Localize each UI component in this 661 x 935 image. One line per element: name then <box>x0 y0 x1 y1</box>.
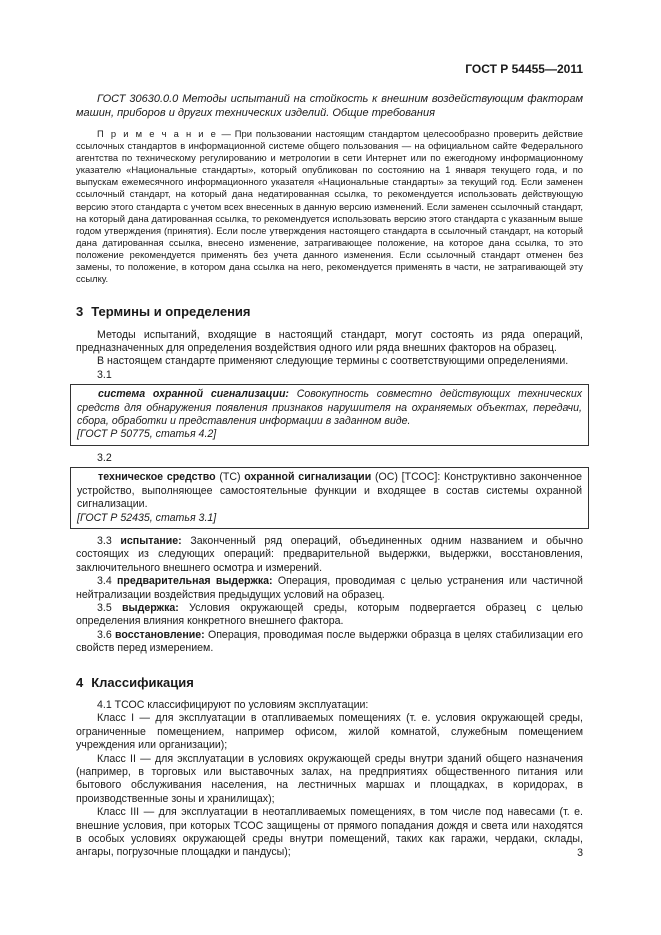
document-header: ГОСТ Р 54455—2011 <box>465 62 583 76</box>
def-3-3-body: Законченный ряд операций, объединенных одним названием и обычно состоящих из следующих операций: предварительной выдержки, выдержки, восстановления, заключительного внешнего осмотра и измерений. <box>76 534 584 574</box>
section-4-number: 4 <box>76 674 84 690</box>
def-3-6 <box>76 629 583 656</box>
def-3-6-body: Операция, проводимая после выдержки образца в целях стабилизации его свойств перед измерением. <box>76 628 583 655</box>
def-3-2-abbr2: (ОС) [ТСОС]: <box>371 471 441 484</box>
def-3-1-number: 3.1 <box>97 368 112 381</box>
note-text: — При пользовании настоящим стандартом целесообразно проверить действие ссылочных стандартов в информационной системе общего пользования — на официальном сайте Федерального агентства по техническому регулированию и метрологии в сети Интернет или по ежегодному информационному указателю «Национальные стандарты», который опубликован по состоянию на 1 января текущего года, и по выпускам ежемесячного информационного указателя «Национальные стандарты» за текущий год. Если заменен ссылочный стандарт, на который дана недатированная ссылка, то рекомендуется использовать действующую версию этого стандарта с учетом всех внесенных в данную версию изменений. Если заменен ссылочный стандарт, на который дана датированная ссылка, то рекомендуется использовать версию этого стандарта с указанным выше годом утверждения (принятия). Если после утверждения настоящего стандарта в ссылочный стандарт, на который дана датированная ссылка, внесено изменение, затрагивающее положение, на которое дана ссылка, то это положение рекомендуется применять без учета данного изменения. Если ссылочный стандарт отменен без замены, то положение, в котором дана ссылка на него, рекомендуется применять в части, не затрагивающей эту ссылку. <box>76 128 583 285</box>
def-3-4 <box>76 575 583 602</box>
def-3-3-number: 3.3 <box>97 534 112 547</box>
def-3-1-box <box>70 384 589 446</box>
clause-4-1: 4.1 ТСОС классифицируют по условиям эксплуатации: <box>97 698 369 711</box>
section-3-intro-2: В настоящем стандарте применяют следующие термины с соответствующими определениями. <box>97 355 569 368</box>
def-3-3 <box>76 535 583 575</box>
def-3-4-number: 3.4 <box>97 575 112 588</box>
def-3-5-number: 3.5 <box>97 601 112 614</box>
def-3-1-body: Совокупность совместно действующих технических средств для обнаружения появления признаков нарушителя на охраняемых объектах, передачи, сбора, обработки и представления информации в заданном виде. <box>77 388 583 428</box>
section-4-title: Классификация <box>91 674 194 690</box>
def-3-1-source: [ГОСТ Р 50775, статья 4.2] <box>77 428 217 441</box>
def-3-2-term2: охранной сигнализации <box>244 471 372 484</box>
section-4-heading <box>76 676 583 689</box>
def-3-6-number: 3.6 <box>97 628 112 641</box>
def-3-1-text <box>77 388 582 428</box>
section-3-title: Термины и определения <box>91 304 251 320</box>
def-3-2-abbr1: (ТС) <box>215 471 245 484</box>
def-3-5 <box>76 602 583 629</box>
def-3-5-body: Условия окружающей среды, которым подвергается образец с целью определения влияния конкретного внешнего фактора. <box>76 601 583 628</box>
note-paragraph <box>76 128 583 285</box>
page-content <box>76 92 583 860</box>
class-1: Класс I — для эксплуатации в отапливаемых помещениях (т. е. условия окружающей среды, ограниченные помещением, например офисом, жилой комнатой, служебным помещением учреждения или организации); <box>76 712 583 752</box>
def-3-6-term: восстановление: <box>115 628 205 641</box>
section-3-heading <box>76 305 583 318</box>
def-3-2-term: техническое средство <box>98 471 216 484</box>
note-label: П р и м е ч а н и е <box>97 128 218 139</box>
def-3-2-body: Конструктивно законченное устройство, выполняющее самостоятельные функции и входящее в состав системы охранной сигнализации. <box>77 471 582 511</box>
def-3-1-term: система охранной сигнализации: <box>98 388 289 401</box>
section-3-intro-1: Методы испытаний, входящие в настоящий стандарт, могут состоять из ряда операций, предназначенных для определения воздействия одного или ряда внешних факторов на образец. <box>76 328 583 355</box>
page-number: 3 <box>577 847 583 859</box>
def-3-2-box <box>70 467 589 529</box>
def-3-3-term: испытание: <box>120 534 182 547</box>
def-3-5-term: выдержка: <box>122 601 179 614</box>
class-2: Класс II — для эксплуатации в условиях окружающей среды внутри зданий общего назначения (например, в торговых или выставочных залах, на предприятиях общественного питания или бытового обслуживания населения, на лестничных маршах и площадках, в коридорах, в производственные зоны и хранилищах); <box>76 752 583 805</box>
class-3: Класс III — для эксплуатации в неотапливаемых помещениях, в том числе под навесами (т. е. внешние условия, при которых ТСОС защищены от прямого попадания дождя и света или находятся в особых условиях окружающей среды внутри помещений, таких как гаражи, чердаки, склады, ангары, погрузочные площадки и пандусы); <box>76 806 583 859</box>
normative-reference: ГОСТ 30630.0.0 Методы испытаний на стойкость к внешним воздействующим факторам машин, приборов и других технических изделий. Общие требования <box>76 93 583 119</box>
def-3-4-body: Операция, проводимая с целью устранения или частичной нейтрализации воздействия предыдущих условий на образец. <box>76 575 583 601</box>
section-3-number: 3 <box>76 304 84 320</box>
def-3-2-source: [ГОСТ Р 52435, статья 3.1] <box>77 511 217 524</box>
def-3-2-text <box>77 471 582 511</box>
def-3-4-term: предварительная выдержка: <box>117 575 273 588</box>
def-3-2-number: 3.2 <box>97 451 112 464</box>
